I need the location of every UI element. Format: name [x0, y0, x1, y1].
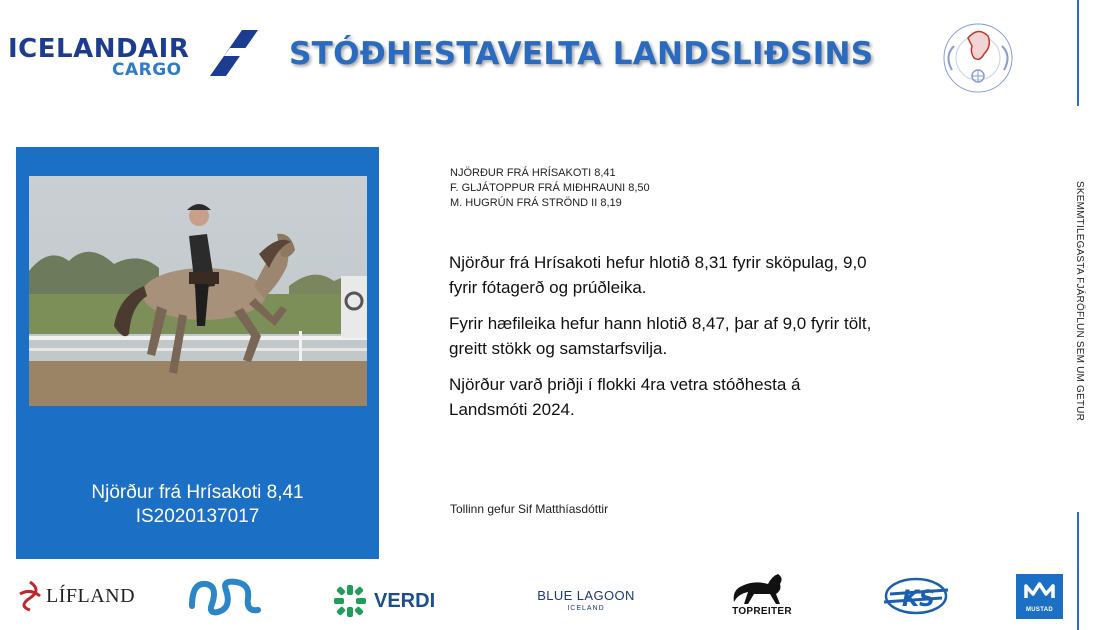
description-block	[449, 250, 879, 433]
pedigree-father: F. GLJÁTOPPUR FRÁ MIÐHRAUNI 8,50	[450, 182, 650, 194]
lifland-logo	[16, 580, 141, 612]
mustad-text: MUSTAD	[1025, 607, 1054, 613]
description-conformation: Njörður frá Hrísakoti hefur hlotið 8,31 fyrir sköpulag, 9,0 fyrir fótagerð og prúðleika.	[449, 253, 867, 297]
horse-head-seal-icon	[924, 16, 1032, 98]
vertical-rule-bottom	[1077, 512, 1079, 630]
svg-text:KS: KS	[902, 587, 935, 612]
topreiter-text: TOPREITER	[732, 606, 792, 617]
verdi-logo	[332, 583, 444, 619]
blue-lagoon-logo	[536, 588, 636, 616]
verdi-text: VERDI	[374, 590, 436, 612]
horse-caption-id: IS2020137017	[135, 506, 260, 527]
donor-text: Tollinn gefur Sif Matthíasdóttir	[450, 502, 609, 516]
horse-silhouette-icon	[732, 572, 792, 606]
ks-logo	[876, 576, 954, 616]
icelandair-cargo-logo	[8, 28, 258, 80]
horse-caption	[16, 481, 379, 529]
blue-lagoon-text: BLUE LAGOON	[537, 588, 635, 603]
vertical-rule-top	[1077, 0, 1079, 106]
pedigree-mother: M. HUGRÚN FRÁ STRÖND II 8,19	[450, 197, 622, 209]
pedigree-block	[450, 166, 650, 211]
description-ability: Fyrir hæfileika hefur hann hlotið 8,47, þar af 9,0 fyrir tölt, greitt stökk og samstarfsvilja.	[449, 314, 872, 358]
ks-icon	[876, 576, 954, 616]
side-slogan: SKEMMTILEGASTA FJÁRÖFLUN SEM UM GETUR	[1074, 181, 1085, 422]
ms-wave-icon	[188, 576, 264, 618]
ms-logo	[188, 576, 264, 618]
icelandair-brand-text: ICELANDAIR	[8, 34, 190, 64]
page-title: STÓÐHESTAVELTA LANDSLIÐSINS	[289, 36, 874, 72]
horse-caption-name: Njörður frá Hrísakoti 8,41	[91, 482, 304, 503]
topreiter-logo	[721, 572, 803, 618]
icelandair-wing-icon	[200, 28, 260, 78]
pedigree-horse: NJÖRÐUR FRÁ HRÍSAKOTI 8,41	[450, 167, 616, 179]
blue-lagoon-subtext: ICELAND	[567, 605, 605, 612]
description-landsmot: Njörður varð þriðji í flokki 4ra vetra stóðhesta á Landsmóti 2024.	[449, 375, 801, 419]
lifland-text: LÍFLAND	[46, 585, 136, 607]
horse-panel	[16, 147, 379, 559]
cargo-brand-text: CARGO	[112, 60, 182, 80]
horse-photo	[29, 176, 367, 406]
mustad-logo	[1016, 574, 1063, 619]
mustad-icon	[1016, 574, 1063, 606]
lifland-ribbon-icon	[16, 580, 44, 612]
verdi-star-icon	[332, 583, 368, 619]
